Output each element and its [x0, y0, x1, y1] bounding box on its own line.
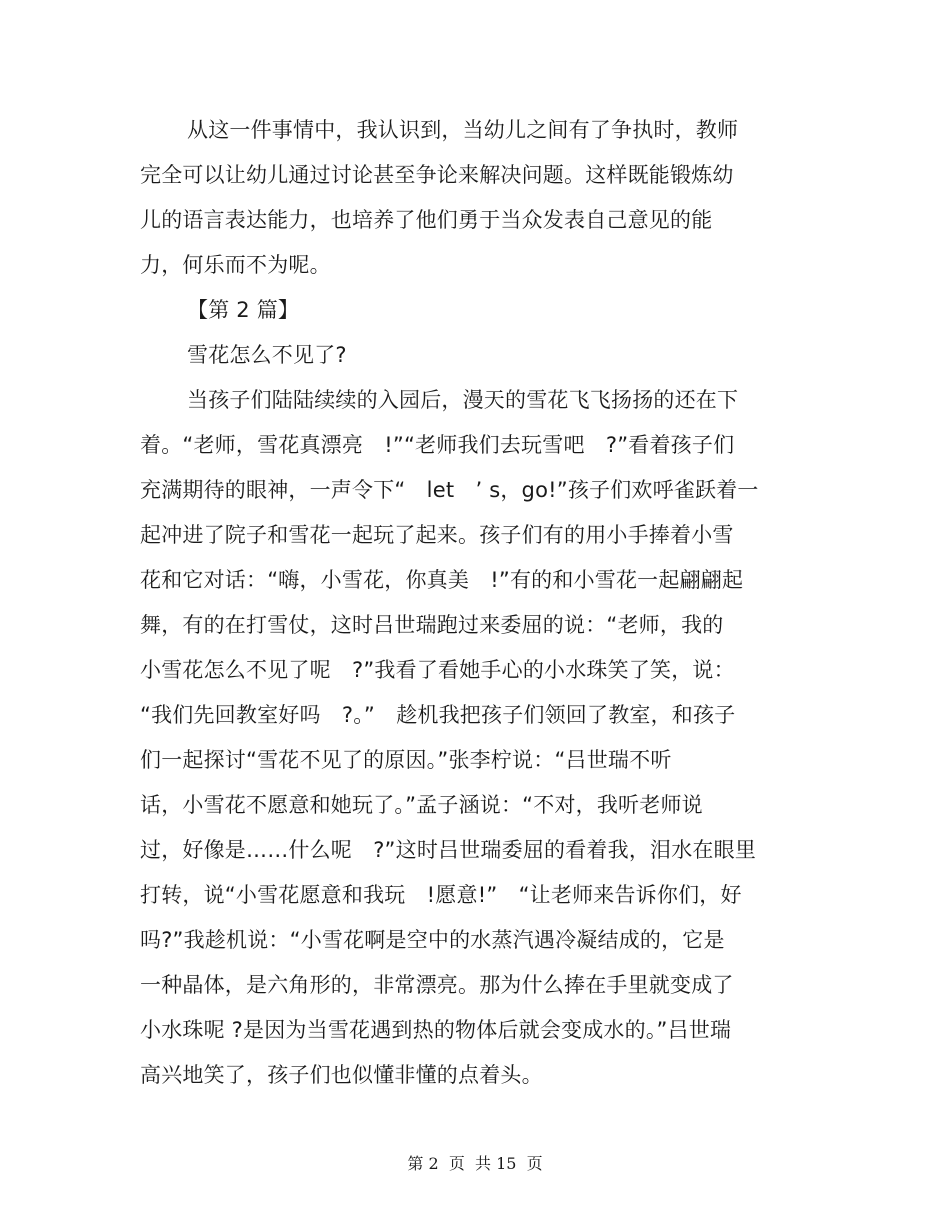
paragraph-line: 小水珠呢 ?是因为当雪花遇到热的物体后就会变成水的。”吕世瑞 — [140, 1018, 732, 1042]
paragraph-line: 儿的语言表达能力，也培养了他们勇于当众发表自己意见的能 — [140, 208, 713, 232]
article-title: 雪花怎么不见了? — [187, 343, 347, 367]
paragraph-line: 着。“老师，雪花真漂亮 !”“老师我们去玩雪吧 ?”看着孩子们 — [140, 433, 735, 457]
paragraph-line: 充满期待的眼神，一声令下“ let ’ s，go!”孩子们欢呼雀跃着一 — [140, 478, 759, 502]
paragraph-line: 一种晶体，是六角形的，非常漂亮。那为什么捧在手里就变成了 — [140, 973, 734, 997]
page-number-footer: 第 2 页 共 15 页 — [407, 1154, 543, 1173]
paragraph-line: 舞，有的在打雪仗，这时吕世瑞跑过来委屈的说：“老师，我的 — [140, 613, 724, 637]
paragraph-line: 过，好像是……什么呢 ?”这时吕世瑞委屈的看着我，泪水在眼里 — [140, 838, 757, 862]
paragraph-line: “我们先回教室好吗 ?。” 趁机我把孩子们领回了教室，和孩子 — [140, 703, 736, 727]
paragraph-line: 力，何乐而不为呢。 — [140, 253, 331, 277]
paragraph-line: 高兴地笑了，孩子们也似懂非懂的点着头。 — [140, 1063, 543, 1087]
paragraph-line: 从这一件事情中，我认识到，当幼儿之间有了争执时，教师 — [187, 118, 739, 142]
paragraph-line: 小雪花怎么不见了呢 ?”我看了看她手心的小水珠笑了笑，说： — [140, 658, 735, 682]
paragraph-line: 当孩子们陆陆续续的入园后，漫天的雪花飞飞扬扬的还在下 — [187, 388, 739, 412]
paragraph-line: 花和它对话：“嗨，小雪花，你真美 !”有的和小雪花一起翩翩起 — [140, 568, 744, 592]
paragraph-line: 起冲进了院子和雪花一起玩了起来。孩子们有的用小手捧着小雪 — [140, 523, 734, 547]
paragraph-line: 完全可以让幼儿通过讨论甚至争论来解决问题。这样既能锻炼幼 — [140, 163, 734, 187]
section-heading: 【第 2 篇】 — [187, 298, 300, 322]
paragraph-line: 话，小雪花不愿意和她玩了。”孟子涵说：“不对，我听老师说 — [140, 793, 703, 817]
paragraph-line: 们一起探讨“雪花不见了的原因。”张李柠说：“吕世瑞不听 — [140, 748, 672, 772]
paragraph-line: 吗?”我趁机说：“小雪花啊是空中的水蒸汽遇冷凝结成的，它是 — [140, 928, 725, 952]
paragraph-line: 打转，说“小雪花愿意和我玩 !愿意!” “让老师来告诉你们，好 — [140, 883, 742, 907]
